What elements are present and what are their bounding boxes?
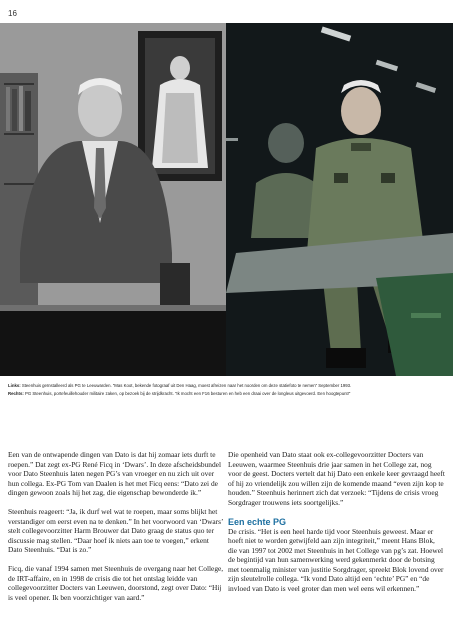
article-paragraph: Een van de ontwapende dingen van Dato is dat hij zomaar iets durft te roepen.” Dat zegt ex-PG René Ficq in ‘Dwars’. In deze afscheidsbundel voor Dato Steenhuis laten negen PG’s van vroeger en nu zich uit over hun collega. Ex-PG Tom van Daalen is het met Ficq eens: “Dato zei de dingen gewoon zoals hij het zag, die eigenschap bewonderde ik.” (8, 450, 222, 497)
pilot-illustration (226, 23, 453, 376)
article-body (8, 450, 445, 635)
article-paragraph: Die openheid van Dato staat ook ex-collegevoorzitter Docters van Leeuwen, waarmee Steenhuis drie jaar samen in het College zat, nog voor de geest. Docters vertelt dat hij Dato een enkele keer gevraagd heeft of hij zo vriendelijk zou willen zijn de komende maand “even zijn kop te houden.” Steenhuis herinnert zich dat verzoek: “Tijdens de crisis vroeg Sorgdrager trouwens iets soortgelijks.” (228, 450, 445, 507)
photo-portrait-office (0, 23, 226, 376)
article-column-left (8, 450, 225, 602)
photo-f16-pilot (226, 23, 453, 376)
section-heading: Een echte PG (228, 516, 287, 527)
photo-spread (0, 23, 453, 376)
caption-left-label: Links: (8, 383, 21, 388)
article-paragraph: De crisis. “Het is een heel harde tijd voor Steenhuis geweest. Maar er hoeft niet te worden getwijfeld aan zijn integriteit,” meent Hans Blok, die van 1997 tot 2002 met Steenhuis in het College van pg’s zat. Hoewel de begintijd van hun samenwerking werd gekenmerkt door de botsing met toenmalig minister van justitie Sorgdrager, spreekt Blok lovend over zijn sleutelrolle collega. “Ik vond Dato altijd een ‘echte’ PG” en “de invloed van Dato is veel groter dan men wel eens wil erkennen.” (228, 526, 444, 593)
article-column-right (228, 450, 445, 593)
caption-right (8, 390, 448, 398)
portrait-illustration (0, 23, 226, 376)
page-number: 16 (8, 9, 17, 18)
caption-left-text: Steenhuis geïnstalleerd als PG te Leeuwarden. “Mas Koot, bekende fotograaf uit Den Haag, moest afreizen naar het noorden om deze statiefoto te nemen” September 1993. (20, 383, 352, 388)
article-paragraph: Ficq, die vanaf 1994 samen met Steenhuis de overgang naar het College, de IRT-affaire, en in 1998 de crisis die tot het ontslag leidde van collegevoorzitter Docters van Leeuwen, doorstond, zegt over Dato: “Hij is veel opener. Ik ben voorzichtiger van aard.” (8, 564, 224, 602)
caption-left (8, 382, 448, 390)
photo-captions (8, 382, 448, 398)
caption-right-text: PG Steenhuis, portefeuillehouder militaire zaken, op bezoek bij de strijdkracht. “Ik mocht een F16 besturen en heb een draai over de longleus uitgevoerd. Een hoogtepunt!” (23, 391, 351, 396)
caption-right-label: Rechts: (8, 391, 24, 396)
article-paragraph: Steenhuis reageert: “Ja, ik durf wel wat te roepen, maar soms blijkt het verstandiger om eerst even na te denken.” In het voorwoord van ‘Dwars’ stelt collegevoorzitter Harm Brouwer dat Dato graag de status quo ter discussie mag stellen. “Daar hoef ik niets aan toe te voegen,” erkent Dato Steenhuis. “Dat is zo.” (8, 507, 223, 554)
